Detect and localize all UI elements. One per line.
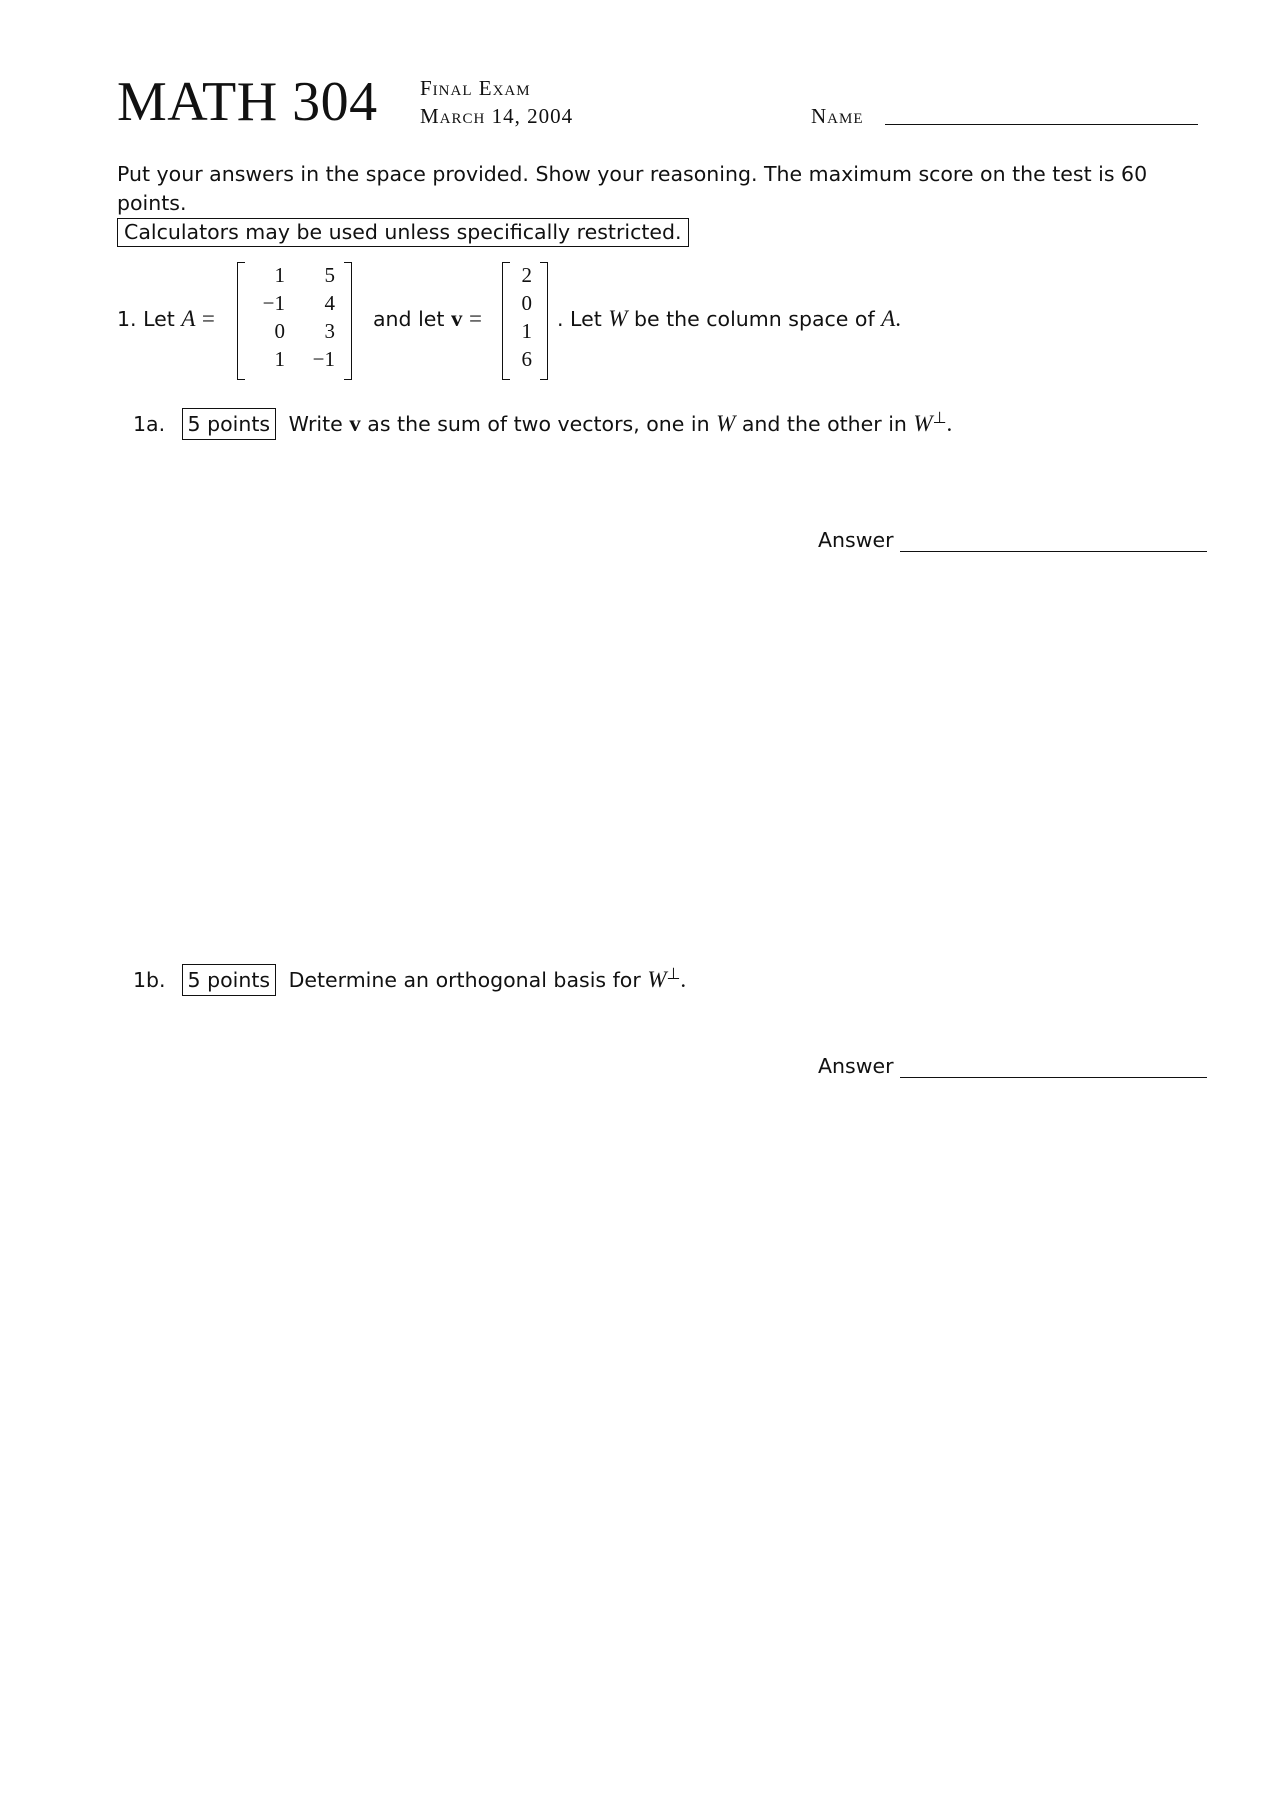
question-1b: 1b. 5 points Determine an orthogonal basis for W⊥. — [133, 959, 686, 996]
course-title: MATH 304 — [117, 71, 378, 133]
equals-sign: = — [201, 306, 215, 331]
space-name: W — [647, 966, 667, 992]
vector-v-cell: 2 — [521, 263, 532, 287]
matrix-a-left-bracket — [237, 262, 245, 380]
space-name: W — [608, 306, 628, 331]
name-field-line[interactable] — [885, 124, 1198, 125]
perp-symbol: ⊥ — [932, 410, 947, 427]
exam-title: Final Exam — [420, 76, 531, 100]
question-number: 1a. — [133, 411, 166, 436]
vector-name: v — [450, 306, 463, 331]
answer-1a-line[interactable] — [900, 551, 1207, 552]
column-space-text: be the column space of — [633, 307, 875, 331]
problem-1-statement: 1. Let A = 1 5 −1 4 0 3 1 −1 and let v = 2 0 1 6 . Let W be the column space of A. — [117, 262, 1217, 384]
matrix-a-cell: 5 — [324, 263, 335, 287]
question-number: 1b. — [133, 967, 166, 992]
instructions — [117, 160, 1207, 247]
vector-v-cell: 0 — [521, 291, 532, 315]
points-badge: 5 points — [182, 408, 277, 440]
answer-1b-line[interactable] — [900, 1077, 1207, 1078]
matrix-a-cell: 1 — [274, 347, 285, 371]
matrix-name: A — [881, 306, 896, 331]
let-w-text: . Let — [557, 307, 602, 331]
matrix-a-right-bracket — [344, 262, 352, 380]
matrix-a-cell: 1 — [274, 263, 285, 287]
vector-v-right-bracket — [540, 262, 548, 380]
matrix-name: A — [181, 306, 196, 331]
perp-symbol: ⊥ — [666, 966, 681, 983]
matrix-a-cell: 3 — [324, 319, 335, 343]
equals-sign: = — [469, 306, 482, 331]
calculator-notice: Calculators may be used unless specifically restricted. — [117, 218, 689, 247]
question-1a: 1a. 5 points Write v as the sum of two vectors, one in W and the other in W⊥. — [133, 403, 952, 440]
matrix-a — [237, 262, 352, 380]
space-name: W — [913, 410, 933, 436]
vector-v-cell: 6 — [521, 347, 532, 371]
and-let-text: and let — [373, 307, 445, 331]
exam-info — [420, 74, 573, 130]
answer-label: Answer — [818, 1054, 894, 1078]
name-label: Name — [811, 104, 864, 128]
space-name: W — [716, 410, 736, 436]
vector-v-left-bracket — [502, 262, 510, 380]
vector-v-cell: 1 — [521, 319, 532, 343]
matrix-a-cell: −1 — [312, 347, 335, 371]
matrix-a-cell: −1 — [262, 291, 285, 315]
answer-label: Answer — [818, 528, 894, 552]
vector-v — [502, 262, 548, 380]
instructions-text: Put your answers in the space provided. Show your reasoning. The maximum score on the test is 60 points. — [117, 162, 1148, 215]
matrix-a-cell: 0 — [274, 319, 285, 343]
exam-date: March 14, 2004 — [420, 104, 574, 128]
problem-1-lead: 1. Let — [117, 307, 175, 331]
points-badge: 5 points — [182, 964, 277, 996]
vector-name: v — [349, 410, 361, 436]
matrix-a-cell: 4 — [324, 291, 335, 315]
